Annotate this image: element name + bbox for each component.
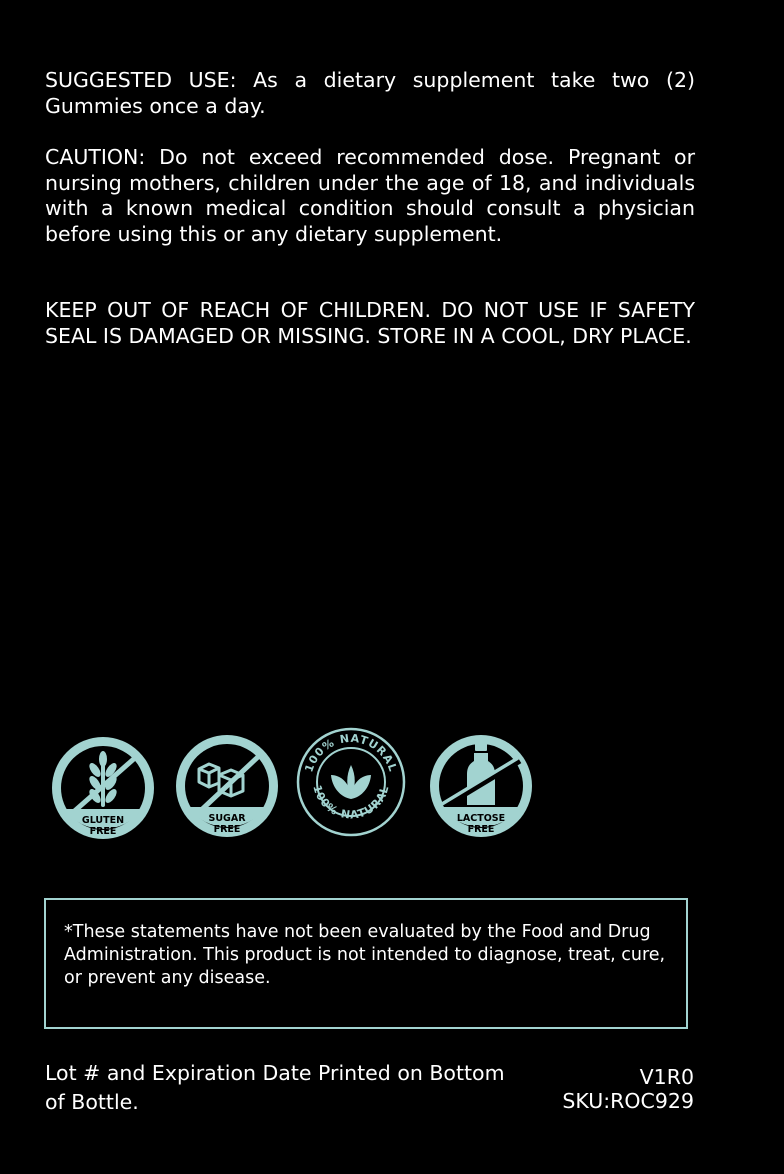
version-block xyxy=(562,1065,694,1113)
version-code: V1R0 xyxy=(639,1065,694,1089)
fda-disclaimer-text: *These statements have not been evaluated by the Food and Drug Administration. This product is not intended to diagnose, treat, cure, or prevent any disease. xyxy=(64,922,666,988)
lactose-free-badge-graphic xyxy=(426,731,536,841)
natural-badge xyxy=(296,727,406,837)
suggested-use-text: SUGGESTED USE: As a dietary supplement take two (2) Gummies once a day. xyxy=(45,68,695,118)
storage-warning-text: KEEP OUT OF REACH OF CHILDREN. DO NOT USE IF SAFETY SEAL IS DAMAGED OR MISSING. STORE IN A COOL, DRY PLACE. xyxy=(45,298,695,348)
fda-disclaimer-box xyxy=(44,898,688,1029)
sugar-free-badge-graphic xyxy=(172,731,282,841)
natural-ring-top: 100% NATURAL xyxy=(302,731,400,774)
lot-expiration-note: Lot # and Expiration Date Printed on Bottom of Bottle. xyxy=(45,1061,505,1114)
certification-badges xyxy=(48,727,548,842)
lactose-free-badge xyxy=(426,731,536,841)
natural-badge-graphic xyxy=(296,727,406,837)
gluten-free-line1: GLUTEN xyxy=(81,815,125,826)
gluten-free-badge-graphic xyxy=(48,733,158,843)
gluten-free-badge xyxy=(48,733,158,843)
leaves-icon xyxy=(331,765,371,799)
sugar-free-line1: SUGAR xyxy=(208,813,246,824)
sugar-free-badge xyxy=(172,731,282,841)
sku-code: SKU:ROC929 xyxy=(562,1089,694,1113)
lactose-free-line2: FREE xyxy=(467,824,495,835)
natural-ring-bottom: 100% NATURAL xyxy=(310,783,392,822)
sugar-free-line2: FREE xyxy=(213,824,241,835)
caution-text: CAUTION: Do not exceed recommended dose. Pregnant or nursing mothers, children under the age of 18, and individuals with a known medical condition should consult a physician before using this or any dietary supplement. xyxy=(45,145,695,246)
lactose-free-line1: LACTOSE xyxy=(456,813,506,824)
gluten-free-line2: FREE xyxy=(89,826,117,837)
